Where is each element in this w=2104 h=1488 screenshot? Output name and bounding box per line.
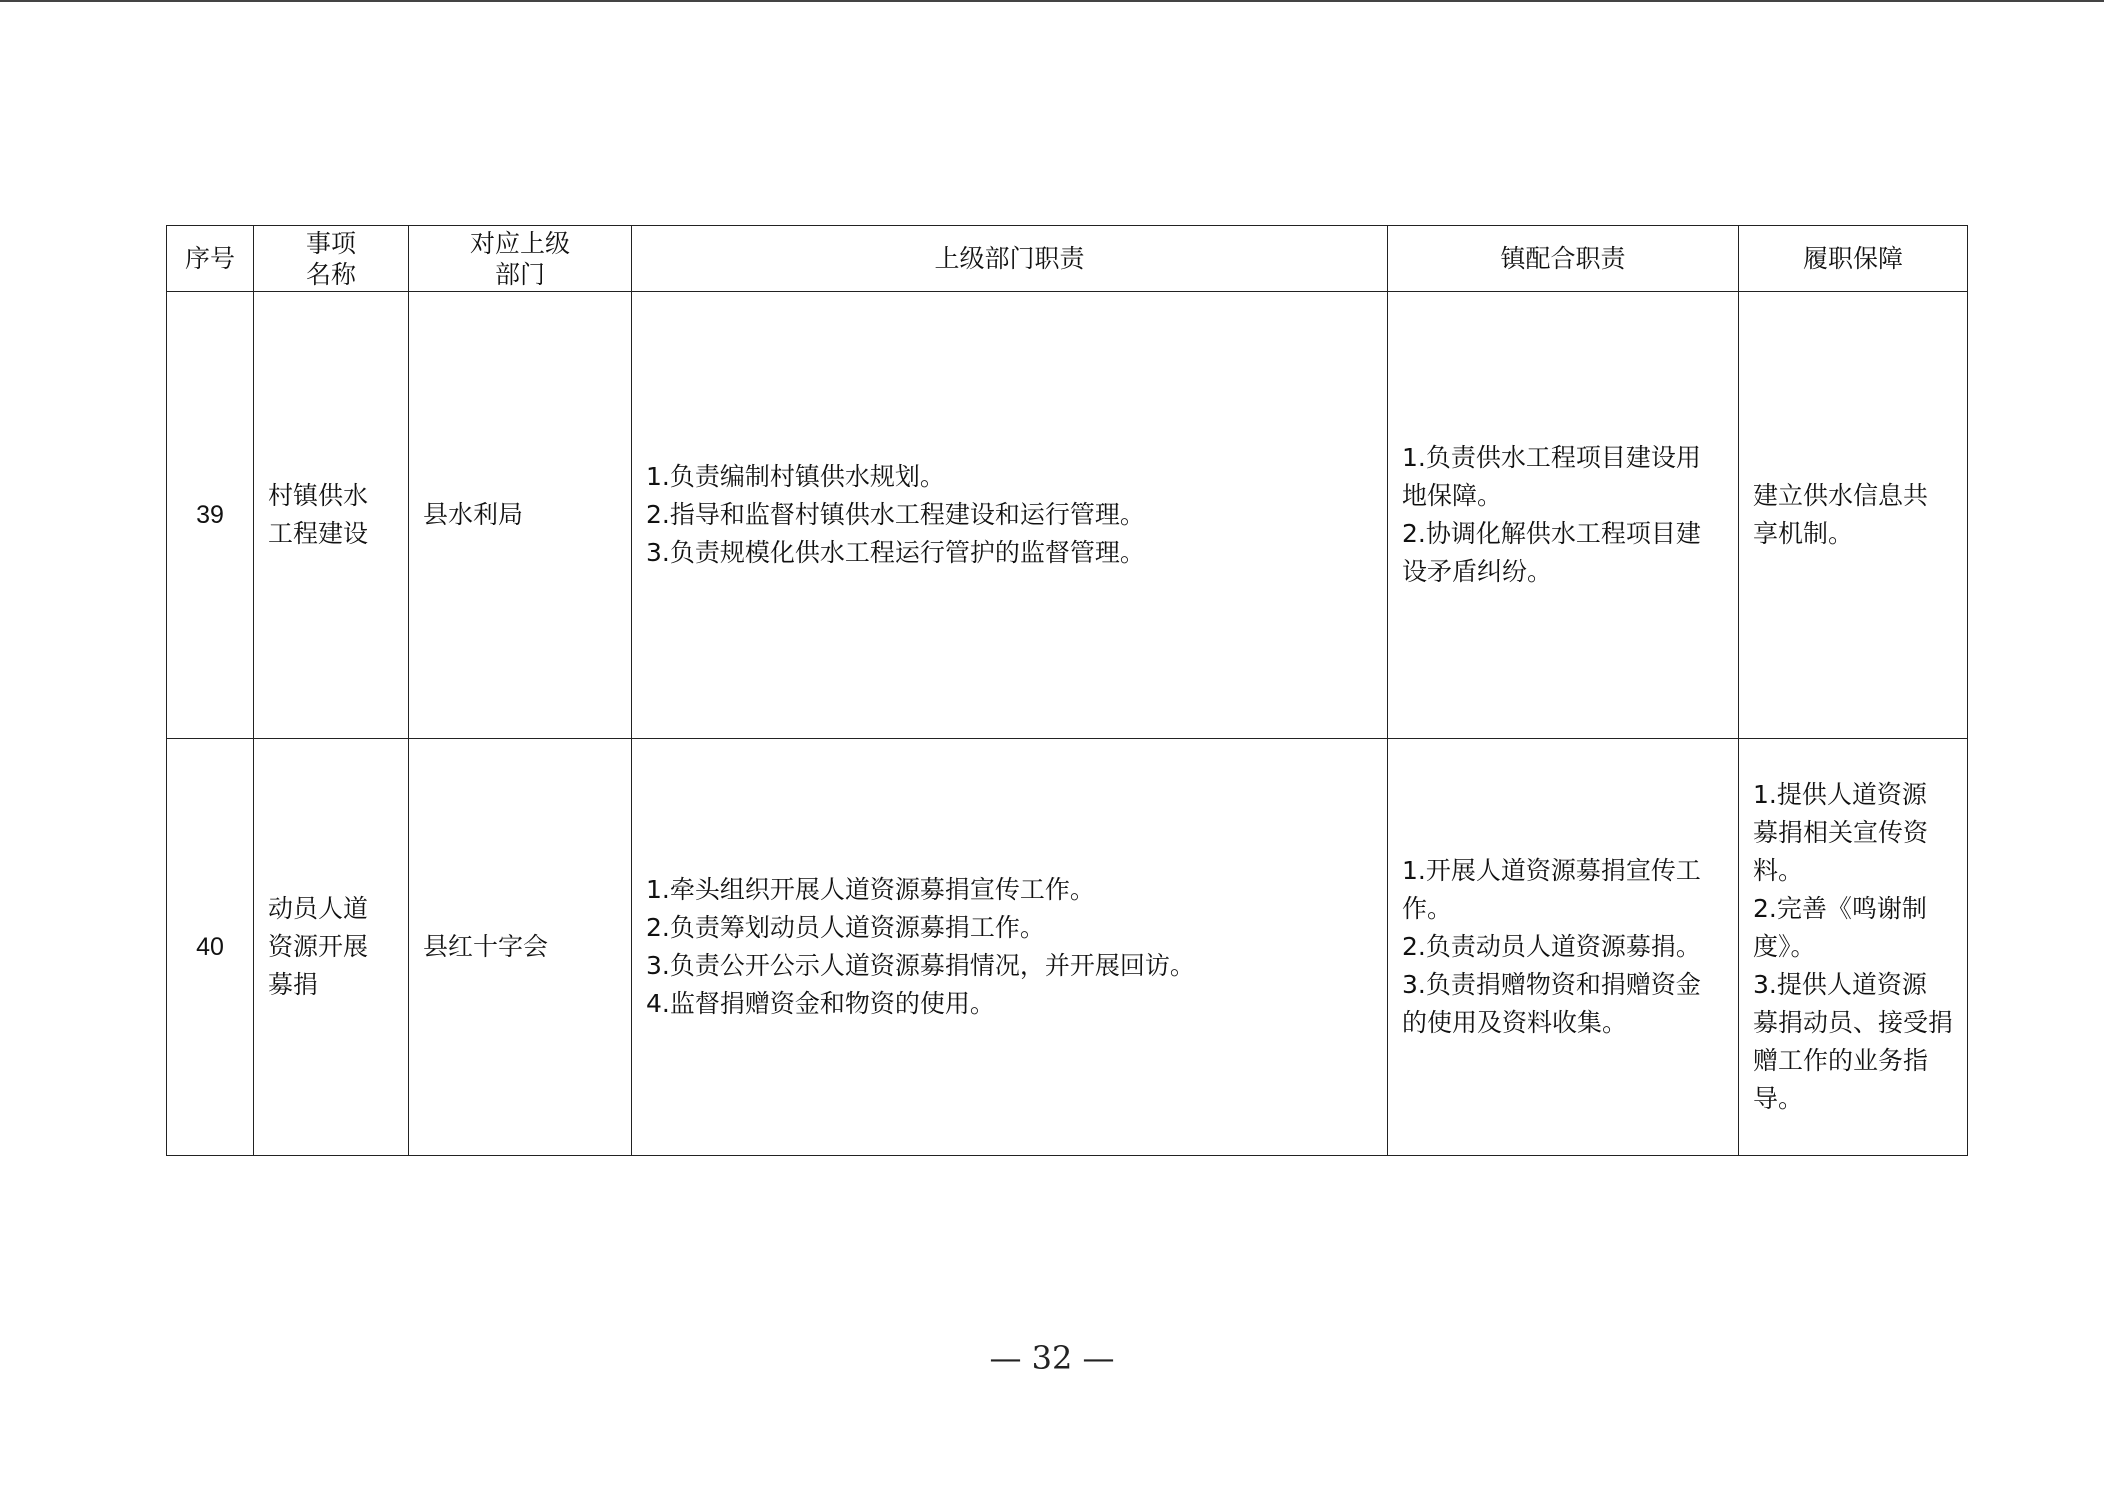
row-superior-duty: 1.牵头组织开展人道资源募捐宣传工作。 2.负责筹划动员人道资源募捐工作。 3.负责公开公示人道资源募捐情况，并开展回访。 4.监督捐赠资金和物资的使用。 [632, 739, 1388, 1156]
row-guarantee: 建立供水信息共 享机制。 [1739, 292, 1968, 739]
row-town-duty: 1.开展人道资源募捐宣传工 作。 2.负责动员人道资源募捐。 3.负责捐赠物资和捐赠资金 的使用及资料收集。 [1388, 739, 1739, 1156]
row-item-name: 动员人道 资源开展 募捐 [254, 739, 409, 1156]
header-superior-dept: 对应上级 部门 [409, 226, 632, 292]
table-header-row [167, 226, 1968, 292]
header-guarantee: 履职保障 [1739, 226, 1968, 292]
header-town-duty: 镇配合职责 [1388, 226, 1739, 292]
header-superior-duty: 上级部门职责 [632, 226, 1388, 292]
duty-table [166, 225, 1968, 1156]
page-top-rule [0, 0, 2104, 2]
header-item-name: 事项 名称 [254, 226, 409, 292]
row-superior-dept: 县红十字会 [409, 739, 632, 1156]
row-index: 39 [167, 292, 254, 739]
header-index: 序号 [167, 226, 254, 292]
row-index: 40 [167, 739, 254, 1156]
table-row [167, 739, 1968, 1156]
row-superior-dept: 县水利局 [409, 292, 632, 739]
row-guarantee: 1.提供人道资源 募捐相关宣传资 料。 2.完善《鸣谢制 度》。 3.提供人道资源 募捐动员、接受捐 赠工作的业务指 导。 [1739, 739, 1968, 1156]
page-number: — 32 — [989, 1339, 1115, 1377]
row-town-duty: 1.负责供水工程项目建设用 地保障。 2.协调化解供水工程项目建 设矛盾纠纷。 [1388, 292, 1739, 739]
row-item-name: 村镇供水 工程建设 [254, 292, 409, 739]
table-row [167, 292, 1968, 739]
row-superior-duty: 1.负责编制村镇供水规划。 2.指导和监督村镇供水工程建设和运行管理。 3.负责规模化供水工程运行管护的监督管理。 [632, 292, 1388, 739]
